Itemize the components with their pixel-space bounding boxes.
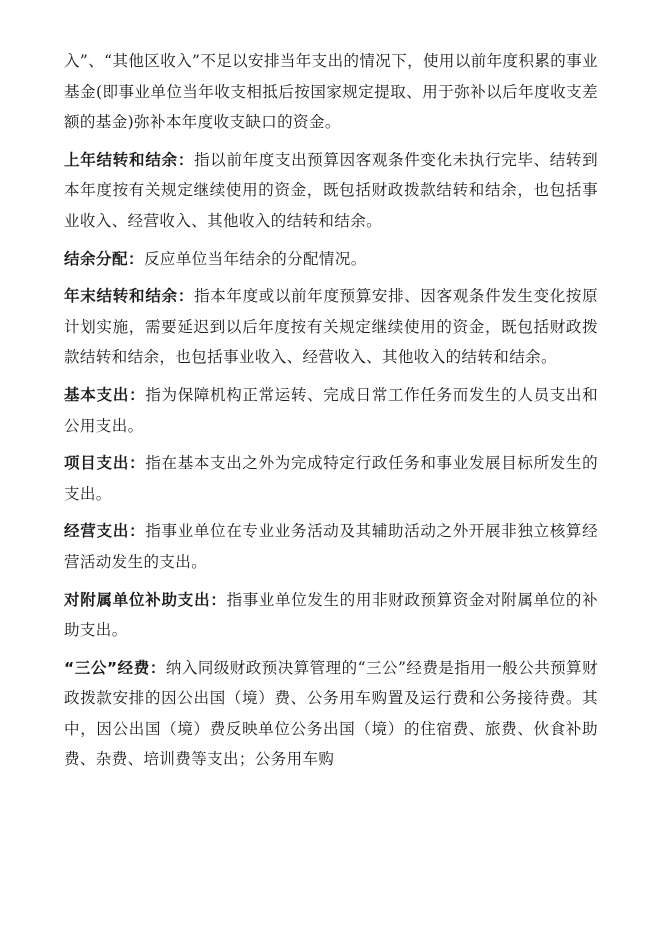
paragraph-basic-expenditure [64,380,598,441]
term-heading: 年末结转和结余： [64,287,195,306]
paragraph-text: 指事业单位在专业业务活动及其辅助活动之外开展非独立核算经营活动发生的支出。 [64,522,598,571]
term-heading: 结余分配： [64,249,145,268]
paragraph-operating-expenditure [64,516,598,577]
term-heading: “三公”经费： [64,658,166,677]
term-heading: 项目支出： [64,454,146,473]
document-page [64,46,598,782]
paragraph-prior-year-carryover [64,145,598,237]
term-heading: 对附属单位补助支出： [64,590,227,609]
paragraph-text: 指以前年度支出预算因客观条件变化未执行完毕、结转到本年度按有关规定继续使用的资金，既包括财政拨款结转和结余，也包括事业收入、经营收入、其他收入的结转和结余。 [64,150,598,230]
term-heading: 基本支出： [64,385,146,404]
paragraph-continuation [64,46,598,138]
paragraph-text: 纳入同级财政预决算管理的“三公”经费是指用一般公共预算财政拨款安排的因公出国（境）费、公务用车购置及运行费和公务接待费。其中，因公出国（境）费反映单位公务出国（境）的住宿费、旅费、伙食补助费、杂费、培训费等支出；公务用车购 [64,658,598,769]
paragraph-year-end-carryover [64,281,598,373]
paragraph-text: 反应单位当年结余的分配情况。 [144,249,367,268]
paragraph-text: 指为保障机构正常运转、完成日常工作任务而发生的人员支出和公用支出。 [64,385,598,435]
term-heading: 经营支出： [64,522,146,541]
paragraph-project-expenditure [64,448,598,509]
paragraph-text: 入”、“其他区收入”不足以安排当年支出的情况下，使用以前年度积累的事业基金(即事业单位当年收支相抵后按国家规定提取、用于弥补以后年度收支差额的基金)弥补本年度收支缺口的资金。 [64,52,598,132]
paragraph-text: 指在基本支出之外为完成特定行政任务和事业发展目标所发生的支出。 [64,454,598,503]
term-heading: 上年结转和结余： [64,150,195,169]
paragraph-subsidiary-subsidy [64,585,598,646]
paragraph-text: 指本年度或以前年度预算安排、因客观条件发生变化按原计划实施，需要延迟到以后年度按有关规定继续使用的资金，既包括财政拨款结转和结余，也包括事业收入、经营收入、其他收入的结转和结余。 [64,287,598,367]
paragraph-surplus-distribution [64,244,598,275]
paragraph-three-public-expenses [64,653,598,775]
paragraph-text: 指事业单位发生的用非财政预算资金对附属单位的补助支出。 [64,590,598,640]
